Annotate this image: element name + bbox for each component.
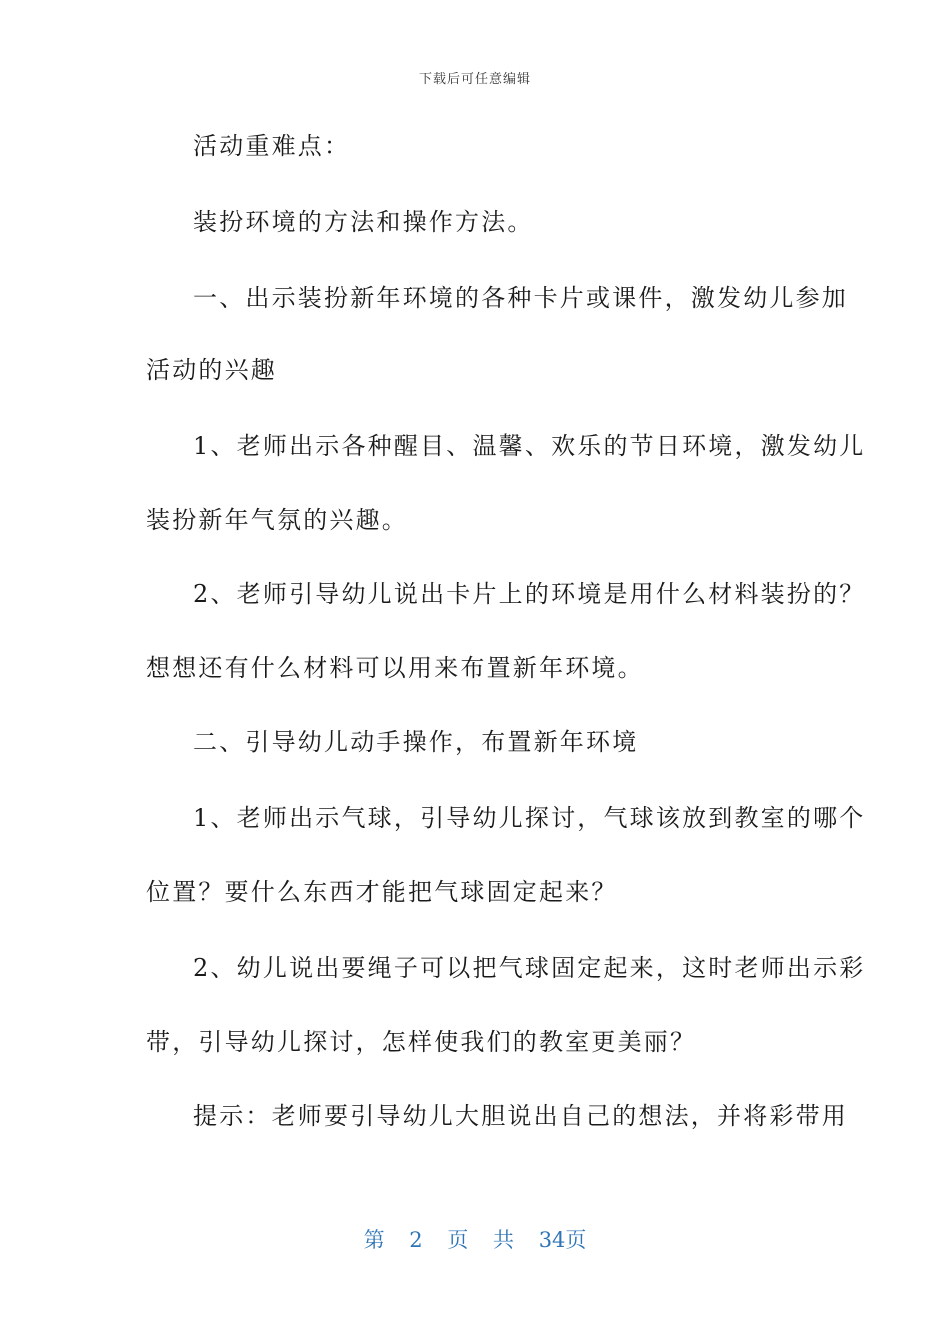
body-line: 二、引导幼儿动手操作，布置新年环境 — [193, 728, 639, 756]
footer-page-number: 2 — [409, 1228, 423, 1252]
body-line: 装扮环境的方法和操作方法。 — [193, 208, 534, 236]
footer-word-ye: 页 — [447, 1228, 469, 1252]
page-footer — [0, 1224, 950, 1254]
body-line: 2、老师引导幼儿说出卡片上的环境是用什么材料装扮的？ — [193, 580, 866, 608]
body-line: 活动的兴趣 — [146, 356, 277, 384]
body-line: 活动重难点： — [193, 132, 351, 160]
page-header: 下载后可任意编辑 — [418, 72, 531, 87]
body-line: 位置？要什么东西才能把气球固定起来？ — [146, 878, 618, 906]
footer-word-gong: 共 — [493, 1228, 514, 1252]
body-line: 2、幼儿说出要绳子可以把气球固定起来，这时老师出示彩 — [193, 954, 866, 982]
footer-word-di: 第 — [363, 1228, 385, 1252]
body-line: 1、老师出示气球，引导幼儿探讨，气球该放到教室的哪个 — [193, 804, 866, 832]
footer-total-pages: 34页 — [538, 1228, 587, 1252]
body-line: 想想还有什么材料可以用来布置新年环境。 — [146, 654, 644, 682]
body-line: 装扮新年气氛的兴趣。 — [146, 506, 408, 534]
body-line: 提示：老师要引导幼儿大胆说出自己的想法，并将彩带用 — [193, 1102, 848, 1130]
body-line: 带，引导幼儿探讨，怎样使我们的教室更美丽？ — [146, 1028, 697, 1056]
body-line: 1、老师出示各种醒目、温馨、欢乐的节日环境，激发幼儿 — [193, 432, 866, 460]
body-line: 一、出示装扮新年环境的各种卡片或课件，激发幼儿参加 — [193, 284, 848, 312]
